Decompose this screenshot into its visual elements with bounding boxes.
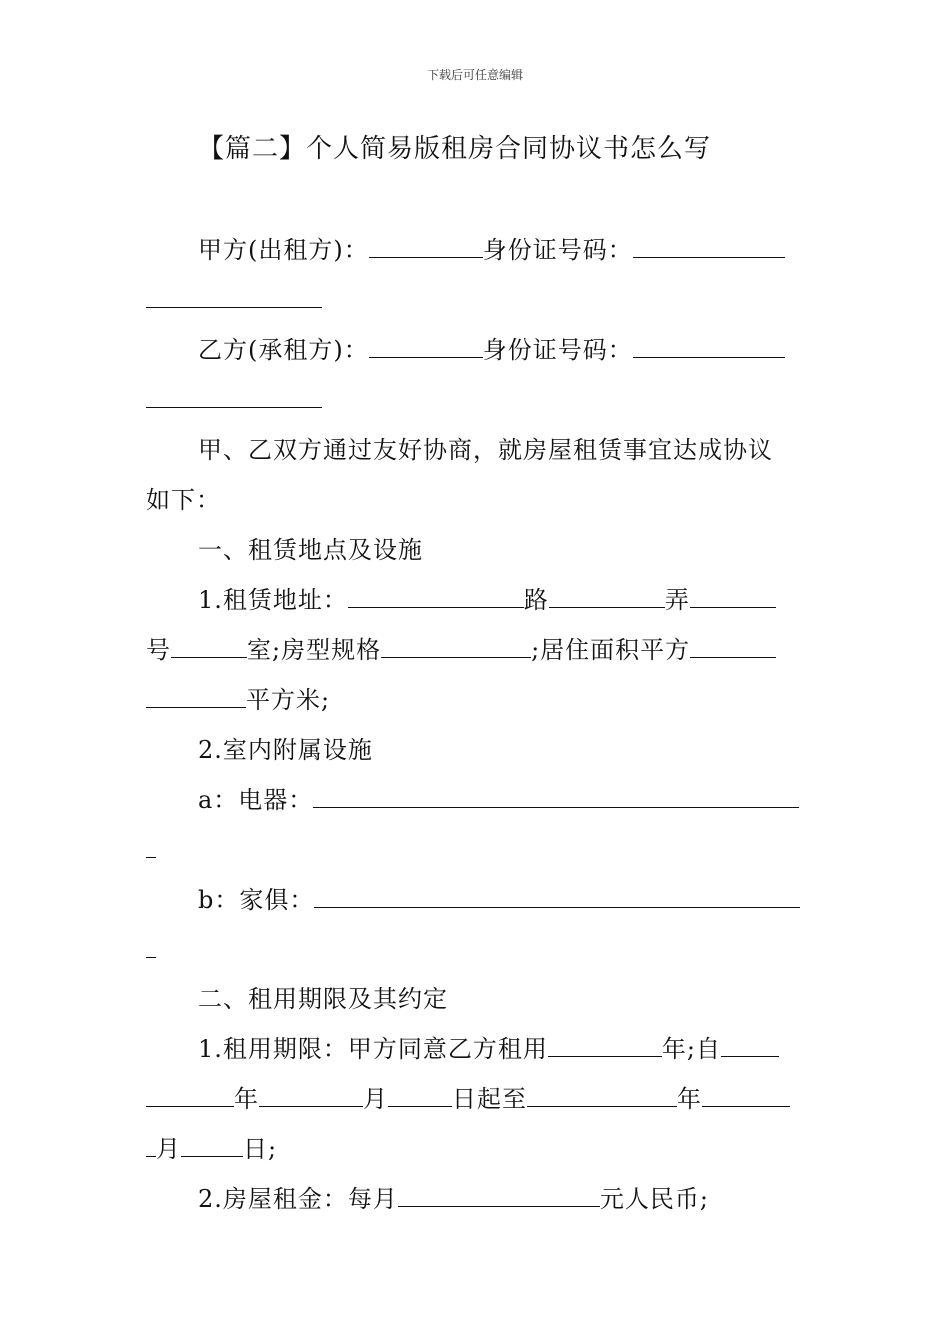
start-day-blank[interactable] [388,1084,452,1107]
end-month-blank[interactable] [702,1084,790,1107]
address-line [198,585,776,615]
party-a-name-blank[interactable] [369,235,483,258]
party-a-id-blank-cont[interactable] [146,285,322,308]
road-label: 路 [523,586,549,614]
party-a-label: 甲方(出租方)： [198,236,369,264]
area-label: ;居住面积平方 [531,636,691,664]
start-year-blank-cont[interactable] [146,1084,234,1107]
intro-line: 甲、乙双方通过友好协商，就房屋租赁事宜达成协议 [198,436,773,464]
end-month-blank-cont[interactable] [146,1134,156,1157]
section-2-heading: 二、租用期限及其约定 [198,985,448,1013]
intro-line-cont: 如下： [146,486,221,514]
start-month-blank[interactable] [259,1084,363,1107]
furniture-label: b：家俱： [198,886,315,914]
start-day-label: 日起至 [452,1085,527,1113]
party-a-line [198,235,785,265]
party-b-id-blank-cont[interactable] [146,385,322,408]
rent-line [198,1184,709,1214]
end-year-blank[interactable] [527,1084,677,1107]
start-month-label: 月 [363,1085,388,1113]
room-blank[interactable] [171,635,247,658]
term-label: 1.租用期限：甲方同意乙方租用 [198,1035,548,1063]
section-1-heading: 一、租赁地点及设施 [198,536,423,564]
party-b-line [198,335,785,365]
furniture-blank[interactable] [314,885,800,908]
road-blank[interactable] [348,585,524,608]
facilities-heading: 2.室内附属设施 [198,736,373,764]
rent-blank[interactable] [398,1184,600,1207]
party-a-id-blank[interactable] [633,235,785,258]
furniture-line [198,885,800,915]
number-blank[interactable] [690,585,776,608]
appliances-label: a：电器： [198,786,314,814]
appliances-blank[interactable] [313,785,799,808]
party-a-id-label: 身份证号码： [482,236,633,264]
appliances-line [198,785,799,815]
start-year-label: 年 [234,1085,259,1113]
furniture-line-cont [146,935,156,965]
address-line-3 [146,685,330,715]
end-year-label: 年 [677,1085,702,1113]
term-years-blank[interactable] [548,1034,662,1057]
area-unit: 平方米; [246,686,331,714]
start-year-blank[interactable] [721,1034,779,1057]
rent-unit: 元人民币; [599,1185,709,1213]
party-b-id-label: 身份证号码： [482,336,633,364]
party-b-name-blank[interactable] [369,335,483,358]
lane-blank[interactable] [549,585,665,608]
rent-label: 2.房屋租金：每月 [198,1185,398,1213]
area-blank[interactable] [690,635,776,658]
party-b-line-cont [146,385,322,415]
page-header-note: 下载后可任意编辑 [426,68,523,82]
end-month-label: 月 [156,1135,181,1163]
party-b-label: 乙方(承租方)： [198,336,369,364]
address-label: 1.租赁地址： [198,586,348,614]
room-type-blank[interactable] [381,635,531,658]
number-label: 号 [146,636,171,664]
lane-label: 弄 [664,586,690,614]
document-title: 【篇二】个人简易版租房合同协议书怎么写 [198,134,712,164]
end-day-blank[interactable] [181,1134,243,1157]
party-b-id-blank[interactable] [633,335,785,358]
appliances-line-cont [146,835,156,865]
party-a-line-cont [146,285,322,315]
furniture-blank-cont[interactable] [146,935,156,958]
room-type-label: 室;房型规格 [247,636,382,664]
term-from-label: 年;自 [661,1035,721,1063]
end-day-label: 日; [243,1135,278,1163]
term-line-3 [146,1134,277,1164]
address-line-2 [146,635,776,665]
appliances-blank-cont[interactable] [146,835,156,858]
term-line [198,1034,779,1064]
term-line-2 [146,1084,790,1114]
area-blank-cont[interactable] [146,685,246,708]
